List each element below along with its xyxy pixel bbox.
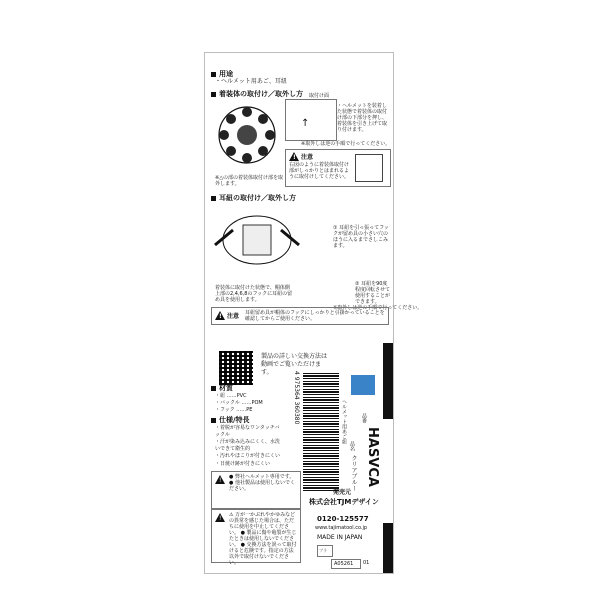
arrow-up-icon: ↑ xyxy=(301,118,310,129)
barcode xyxy=(303,371,339,491)
maker-label: 発売元 xyxy=(333,489,352,496)
recycle-mark-label: プラ xyxy=(319,548,327,553)
product-brand: ヘルメット用あご紐 xyxy=(341,399,347,444)
warning-triangle-icon: ! xyxy=(215,475,225,484)
product-name-label: 品名 xyxy=(349,441,355,451)
features-title: 仕様/特長 xyxy=(219,416,250,424)
square-bullet-icon xyxy=(211,92,216,97)
product-code: HASVCA xyxy=(365,427,380,487)
strap-note: ※取外しは逆の手順で行ってください。 xyxy=(333,305,423,311)
package-card xyxy=(204,52,423,574)
warning-triangle-icon: ! xyxy=(215,311,225,320)
warning-text: ⚠ 万が一かぶれやかゆみなどの異常を感じた場合は、ただちに使用を中止してください。 ● 製品に傷や亀裂が生じたときは使用しないでください。 ● 交換方法を誤って取付けると危険です。指定の方法以外で取付けないでください。 xyxy=(229,512,297,566)
product-name: クリアブルー xyxy=(350,455,357,491)
attach-body-step: ・ヘルメットを装着した状態で着装体の取付け部の下部分を押し、着装体を引き上げて取り付けます。 xyxy=(337,103,388,133)
material-item: ・バックル ……POM xyxy=(215,400,263,406)
maker-company: 株式会社TJMデザイン xyxy=(309,498,379,506)
attach-strap-heading xyxy=(211,193,296,203)
attach-body-title: 着装体の取付け／取外し方 xyxy=(219,90,303,98)
lot-code: A05261 xyxy=(334,561,354,567)
feature-item: ・日焼け跡が付きにくい xyxy=(215,461,271,467)
usage-body: ・ヘルメット用あご、耳紐 xyxy=(215,78,287,85)
square-bullet-icon xyxy=(211,196,216,201)
attach-body-note: ※取外しは逆の手順で行ってください。 xyxy=(301,141,391,147)
feature-item: ・汚れやほこりが付きにくい xyxy=(215,453,281,459)
recycle-mark-icon xyxy=(317,545,333,557)
strap-diagram xyxy=(213,205,301,275)
attach-body-caption: ※△の部の着装体取付け部を取外します。 xyxy=(215,175,284,187)
features-heading xyxy=(211,415,250,425)
edge-bar-bottom xyxy=(383,523,393,573)
edge-bar xyxy=(383,343,393,419)
caution-detail-image xyxy=(355,154,383,182)
maker-phone: 0120-125577 xyxy=(317,515,369,523)
maker-url: www.tajimatool.co.jp xyxy=(315,525,368,531)
jan-number: 4 975364 360380 xyxy=(293,371,300,425)
square-bullet-icon xyxy=(211,72,216,77)
material-heading xyxy=(211,383,233,393)
harness-diagram xyxy=(215,103,279,167)
attach-closeup-frame xyxy=(285,99,337,141)
caution-label: 注意 xyxy=(301,154,314,161)
square-bullet-icon xyxy=(211,418,216,423)
caution2-text: 耳紐留め具が帽体のフックにしっかりと引掛かっていることを確認してからご使用ください。 xyxy=(245,310,385,322)
material-title: 材質 xyxy=(219,384,233,392)
attach-body-heading xyxy=(211,89,303,99)
color-swatch xyxy=(351,375,375,395)
material-item: ・フック ……PE xyxy=(215,407,253,413)
usage-title: 用途 xyxy=(219,70,233,78)
strap-step1: ① 耳紐を引っ張ってフックが留め具の小さい穴のほうに入るまでさしこみます。 xyxy=(333,225,389,249)
product-code-label: 品番 xyxy=(361,413,367,423)
square-bullet-icon xyxy=(211,386,216,391)
caution-heading xyxy=(289,152,313,161)
attach-strap-title: 耳紐の取付け／取外し方 xyxy=(219,194,296,202)
lot-box xyxy=(331,559,361,569)
lot-suffix: 01 xyxy=(363,560,370,566)
caution-text: 右図のように着装体取付け部がしっかりとはまれるように取付けしてください。 xyxy=(289,162,350,180)
feature-item: ・汗が染み込みにくく、水洗いできて衛生的 xyxy=(215,439,280,452)
feature-item: ・着脱が容易なワンタッチバックル xyxy=(215,425,280,438)
mount-callout: 取付け面 xyxy=(309,93,330,99)
warning-triangle-icon: ! xyxy=(289,152,299,161)
warning-text: ● 弊社ヘルメット専用です。 ● 他社製品は使用しないでください。 xyxy=(229,474,295,492)
strap-step2: ② 耳紐を90度程度回転させて使用することができます。 xyxy=(355,281,391,305)
warning-triangle-icon: ! xyxy=(215,513,225,522)
qr-code[interactable] xyxy=(219,351,253,385)
qr-note: 製品の詳しい交換方法は動画でご覧いただけます。 xyxy=(261,353,328,376)
caution2-heading xyxy=(215,311,239,320)
attach-strap-caption: 着装体に取付けた状態で、帽体側上部の2,4,6,8のフックに耳紐の留め具を使用します。 xyxy=(215,285,293,303)
origin: MADE IN JAPAN xyxy=(317,534,363,541)
caution2-label: 注意 xyxy=(227,313,240,320)
material-item: ・紐 ……PVC xyxy=(215,393,247,399)
